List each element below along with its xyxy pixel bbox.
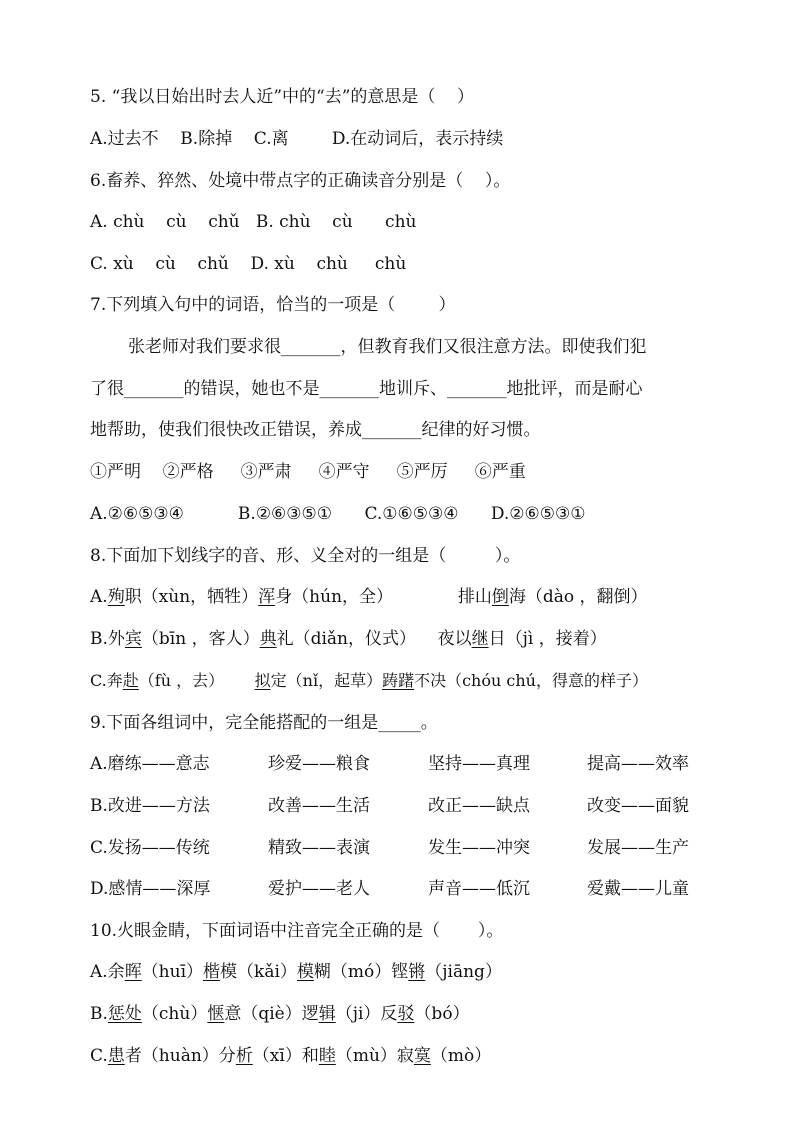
text: （bó） [414, 1004, 470, 1024]
pair: 精致——表演 [268, 838, 370, 858]
pair: B.改进——方法 [90, 796, 210, 816]
q10-option-a [90, 961, 502, 983]
underlined-char: 晖 [124, 962, 142, 982]
text: 者（huàn）分 [124, 1046, 236, 1066]
text: （mò） [430, 1046, 492, 1066]
underlined-char: 典 [259, 629, 277, 649]
pair: 提高——效率 [587, 754, 689, 774]
q6-stem: 6.畜养、猝然、处境中带点字的正确读音分别是（ ）。 [90, 171, 511, 191]
pair: 改变——面貌 [587, 796, 689, 816]
text: （fù ，去） [138, 671, 255, 690]
q5-options: A.过去不 B.除掉 C.离 D.在动词后，表示持续 [90, 129, 504, 149]
pair: 声音——低沉 [428, 879, 530, 899]
pair: 改善——生活 [268, 796, 370, 816]
text: （bīn ，客人） [141, 629, 260, 649]
underlined-char: 锵 [408, 962, 426, 982]
underlined-char: 模 [296, 962, 314, 982]
q7-stem: 7.下列填入句中的词语，恰当的一项是（ ） [90, 295, 456, 315]
pair: 坚持——真理 [428, 754, 530, 774]
q7-word-choices: ①严明 ②严格 ③严肃 ④严守 ⑤严厉 ⑥严重 [90, 462, 526, 482]
text: （chù） [141, 1004, 208, 1024]
underlined-char: 惬 [207, 1004, 225, 1024]
q6-options-cd: C. xù cù chǔ D. xù chù chù [90, 254, 407, 274]
q7-passage-line-3: 地帮助，使我们很快改正错误，养成_______纪律的好习惯。 [90, 420, 541, 440]
underlined-char: 楷 [203, 962, 221, 982]
q10-option-b [90, 1003, 470, 1025]
text: （mù）寂 [335, 1046, 414, 1066]
q8-stem: 8.下面加下划线字的音、形、义全对的一组是（ ）。 [90, 546, 521, 566]
underlined-char: 驳 [397, 1004, 415, 1024]
underlined-char: 拟 [254, 671, 271, 690]
q8-option-c [90, 670, 648, 692]
pair: D.感情——深厚 [90, 879, 211, 899]
text: 身（hún，全） 排山 [275, 587, 492, 607]
underlined-char: 继 [471, 629, 489, 649]
q10-option-c [90, 1045, 491, 1067]
underlined-char: 辑 [318, 1004, 336, 1024]
q5-stem: 5. “我以日始出时去人近”中的“去”的意思是（ ） [90, 87, 475, 107]
text: 礼（diǎn，仪式） 夜以 [276, 629, 472, 649]
pair: C.发扬——传统 [90, 838, 210, 858]
q7-options: A.②⑥⑤③④ B.②⑥③⑤① C.①⑥⑤③④ D.②⑥⑤③① [90, 504, 586, 524]
text: 定（nǐ，起草） [270, 671, 383, 690]
pair: 珍爱——粮食 [268, 754, 370, 774]
pair: 发展——生产 [587, 838, 689, 858]
text: B. [90, 1004, 108, 1024]
pair: 爱护——老人 [268, 879, 370, 899]
text: A.余 [90, 962, 125, 982]
underlined-char: 惩处 [107, 1004, 142, 1024]
pair: 发生——冲突 [428, 838, 530, 858]
text: 模（kǎi） [220, 962, 297, 982]
text: （jiāng） [425, 962, 502, 982]
underlined-char: 析 [235, 1046, 253, 1066]
text: 日（jì ，接着） [488, 629, 607, 649]
text: （ji）反 [335, 1004, 398, 1024]
underlined-char: 睦 [318, 1046, 336, 1066]
underlined-char: 浑 [258, 587, 276, 607]
q8-option-a [90, 586, 648, 608]
underlined-char: 殉 [107, 587, 125, 607]
q10-stem: 10.火眼金睛，下面词语中注音完全正确的是（ ）。 [90, 921, 504, 941]
text: 海（dào ，翻倒） [508, 587, 648, 607]
underlined-char: 寞 [413, 1046, 431, 1066]
text: 糊（mó）铿 [313, 962, 409, 982]
text: （xī）和 [252, 1046, 319, 1066]
underlined-char: 踌躇 [382, 671, 415, 690]
pair: 改正——缺点 [428, 796, 530, 816]
text: （huī） [141, 962, 204, 982]
q7-passage-line-1: 张老师对我们要求很_______，但教育我们又很注意方法。即使我们犯 [128, 337, 647, 357]
underlined-char: 倒 [491, 587, 509, 607]
text: 意（qiè）逻 [224, 1004, 319, 1024]
q8-option-b [90, 628, 607, 650]
underlined-char: 宾 [124, 629, 142, 649]
text: 不决（chóu chú，得意的样子） [414, 671, 648, 690]
underlined-char: 患 [107, 1046, 125, 1066]
text: C.奔 [90, 671, 123, 690]
pair: 爱戴——儿童 [587, 879, 689, 899]
underlined-char: 赴 [122, 671, 139, 690]
q9-stem: 9.下面各组词中，完全能搭配的一组是_____。 [90, 713, 438, 733]
text: C. [90, 1046, 108, 1066]
q7-passage-line-2: 了很_______的错误，她也不是_______地训斥、_______地批评，而是耐心 [90, 379, 643, 399]
q6-options-ab: A. chù cù chǔ B. chù cù chù [90, 212, 417, 232]
text: B.外 [90, 629, 125, 649]
pair: A.磨练——意志 [90, 754, 210, 774]
text: A. [90, 587, 108, 607]
text: 职（xùn，牺牲） [124, 587, 259, 607]
